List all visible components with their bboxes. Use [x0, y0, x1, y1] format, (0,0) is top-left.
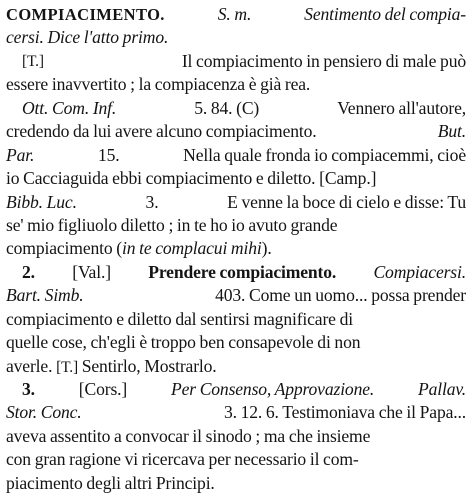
section-2-marker: [T.]	[56, 358, 78, 376]
note-line-2: essere inavvertito ; la compiacenza è già rea.	[6, 74, 311, 95]
section-3-source-b: Stor. Conc.	[6, 402, 82, 423]
citation-line-7	[6, 237, 466, 260]
citation-line-3	[6, 144, 466, 167]
citation-line-6: se' mio figliuolo diletto ; in te ho io avuto grande	[6, 214, 338, 235]
section-3-text-2: 3. 12. 6. Testimoniava che il Papa...	[223, 402, 466, 423]
note-marker: [T.]	[22, 52, 44, 70]
section-3-header	[6, 378, 466, 401]
citation-source-3: Par.	[6, 144, 35, 165]
section-3-line-3: aveva assentito a convocar il sinodo ; ma che insieme	[6, 425, 371, 446]
citation-ref-4: 3.	[145, 191, 159, 212]
definition-part-1: Sentimento del compia-	[304, 4, 466, 24]
section-2-text-5a: averle.	[6, 355, 53, 376]
citation-text-3: Nella quale fronda io compiacemmi, cioè	[183, 144, 466, 165]
section-3-tag: [Cors.]	[78, 379, 128, 399]
citation-line-4: io Cacciaguida ebbi compiacimento e diletto. [Camp.]	[6, 168, 377, 189]
citation-source: Ott. Com. Inf.	[22, 97, 117, 118]
section-3-number: 3.	[22, 379, 35, 399]
citation-line-2	[6, 120, 466, 143]
citation-line-1	[6, 97, 466, 120]
definition-part-2: cersi. Dice l'atto primo.	[6, 27, 169, 48]
citation-text-5: E venne la boce di cielo e disse: Tu	[227, 191, 466, 212]
citation-ref: 5. 84. (C)	[194, 97, 260, 118]
section-2-source: Bart. Simb.	[6, 285, 84, 306]
section-3-line-2	[6, 401, 466, 424]
section-2-number: 2.	[22, 261, 35, 282]
section-2-header	[6, 261, 466, 284]
citation-ref-2: 15.	[97, 144, 120, 165]
note-line-1	[6, 50, 466, 73]
section-2-line-2	[6, 284, 466, 307]
grammar-label: S. m.	[217, 4, 252, 24]
section-2-gloss: Compiacersi.	[373, 261, 466, 282]
section-2-text-5b: Sentirlo, Mostrarlo.	[81, 355, 217, 376]
section-3-source-a: Pallav.	[418, 379, 466, 399]
citation-text-1: Vennero all'autore,	[337, 97, 466, 118]
section-2-line-4: quelle cose, ch'egli è troppo ben consapevole di non	[6, 332, 361, 353]
citation-source-2: But.	[437, 121, 466, 142]
section-3-gloss: Per Consenso, Approvazione.	[171, 379, 375, 399]
headword: COMPIACIMENTO.	[6, 5, 165, 24]
latin-quote: in te complacui mihi	[121, 238, 262, 259]
entry-header-line	[6, 3, 466, 26]
dictionary-entry	[6, 3, 466, 495]
section-2-line-3: compiacimento e diletto dal sentirsi magnificare di	[6, 308, 353, 329]
citation-text-7a: compiacimento (	[6, 238, 122, 259]
note-text-1: Il compiacimento in pensiero di male può	[181, 50, 466, 71]
section-3-line-5: piacimento degli altri Principi.	[6, 472, 215, 493]
section-2-line-5	[6, 355, 466, 378]
section-2-tag: [Val.]	[72, 261, 111, 282]
section-2-text-2: 403. Come un uomo... possa prender	[215, 285, 466, 306]
section-3-line-4: con gran ragione vi ricercava per necessario il com-	[6, 449, 359, 470]
citation-text-2: credendo da lui avere alcuno compiacimento.	[6, 121, 317, 142]
section-2-phrase: Prendere compiacimento.	[148, 261, 337, 282]
citation-line-5	[6, 191, 466, 214]
citation-source-4: Bibb. Luc.	[6, 191, 77, 212]
citation-text-7b: ).	[261, 238, 272, 259]
